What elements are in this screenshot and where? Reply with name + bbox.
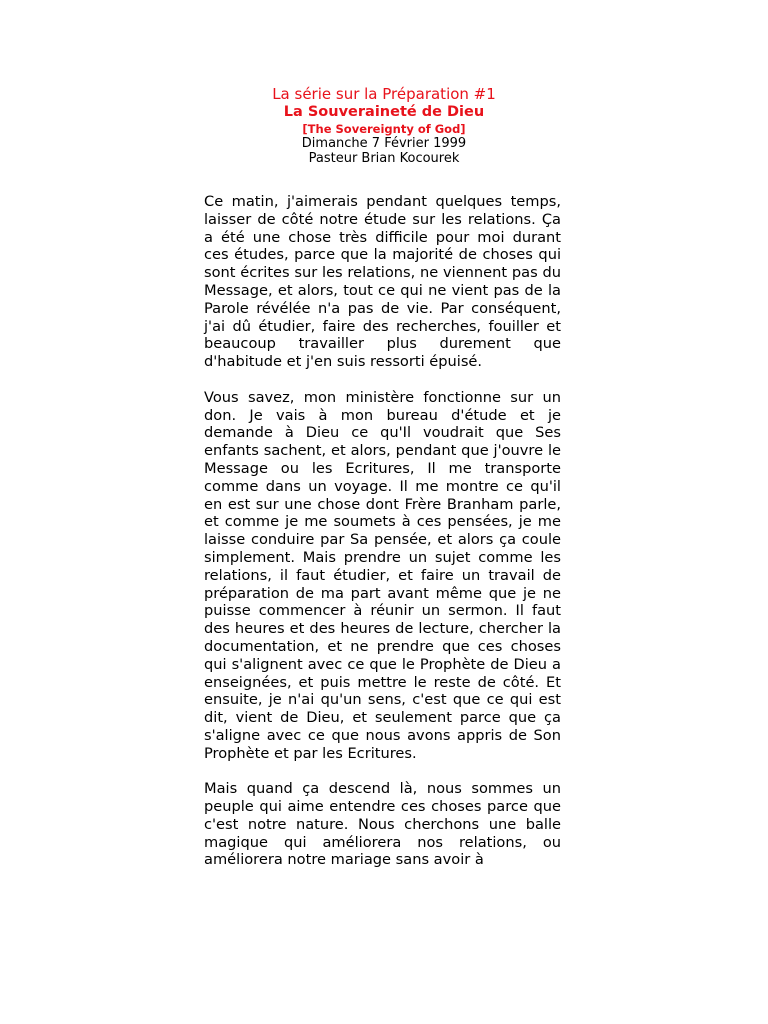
paragraph: Ce matin, j'aimerais pendant quelques temps, laisser de côté notre étude sur les relations. Ça a été une chose très difficile pour moi durant ces études, parce que la majorité de choses qui sont écrites sur les relations, ne viennent pas du Message, et alors, tout ce qui ne vient pas de la Parole révélée n'a pas de vie. Par conséquent, j'ai dû étudier, faire des recherches, fouiller et beaucoup travailler plus durement que d'habitude et j'en suis ressorti épuisé. xyxy=(204,193,561,371)
sermon-date: Dimanche 7 Février 1999 xyxy=(301,136,467,151)
english-title: [The Sovereignty of God] xyxy=(302,122,466,136)
sermon-author: Pasteur Brian Kocourek xyxy=(308,151,460,166)
series-title: La série sur la Préparation #1 xyxy=(272,85,496,103)
paragraph: Vous savez, mon ministère fonctionne sur un don. Je vais à mon bureau d'étude et je demande à Dieu ce qu'Il voudrait que Ses enfants sachent, et alors, pendant que j'ouvre le Message ou les Ecritures, Il me transporte comme dans un voyage. Il me montre ce qu'il en est sur une chose dont Frère Branham parle, et comme je me soumets à ces pensées, je me laisse conduire par Sa pensée, et alors ça coule simplement. Mais prendre un sujet comme les relations, il faut étudier, et faire un travail de préparation de ma part avant même que je ne puisse commencer à réunir un sermon. Il faut des heures et des heures de lecture, chercher la documentation, et ne prendre que ces choses qui s'alignent avec ce que le Prophète de Dieu a enseignées, et puis mettre le reste de côté. Et ensuite, je n'ai qu'un sens, c'est que ce qui est dit, vient de Dieu, et seulement parce que ça s'aligne avec ce que nous avons appris de Son Prophète et par les Ecritures. xyxy=(204,388,561,762)
document-header xyxy=(0,85,768,166)
paragraph: Mais quand ça descend là, nous sommes un peuple qui aime entendre ces choses parce que c'est notre nature. Nous cherchons une balle magique qui améliorera nos relations, ou améliorera notre mariage sans avoir à xyxy=(204,780,561,869)
sermon-title: La Souveraineté de Dieu xyxy=(283,104,485,120)
sermon-body xyxy=(204,193,561,887)
